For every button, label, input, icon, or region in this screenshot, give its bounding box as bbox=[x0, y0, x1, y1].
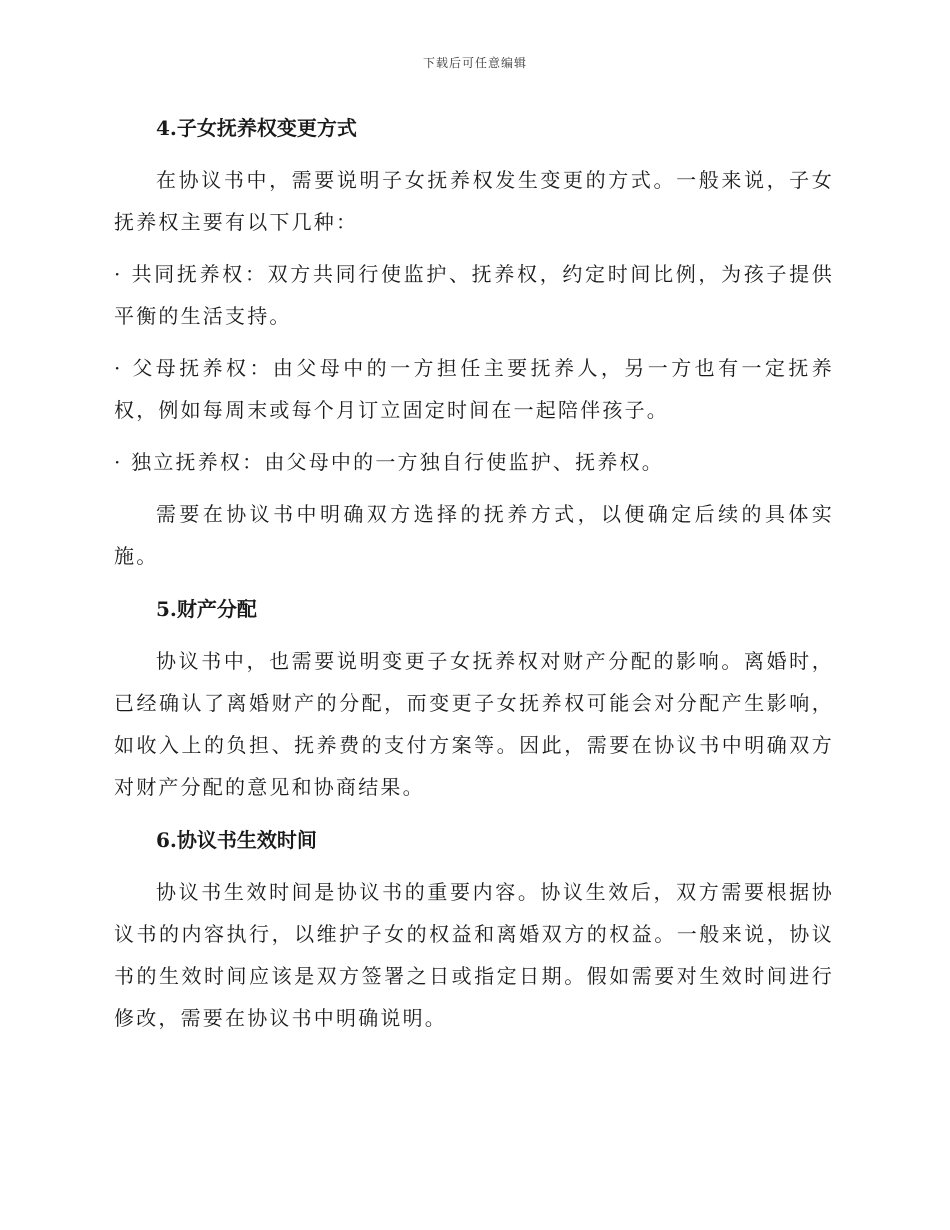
effective-date-paragraph: 协议书生效时间是协议书的重要内容。协议生效后，双方需要根据协议书的内容执行，以维护子女的权益和离婚双方的权益。一般来说，协议书的生效时间应该是双方签署之日或指定日期。假如需要对生效时间进行修改，需要在协议书中明确说明。 bbox=[114, 880, 834, 1030]
section-intro-paragraph: 在协议书中，需要说明子女抚养权发生变更的方式。一般来说，子女抚养权主要有以下几种： bbox=[114, 168, 834, 234]
bullet-joint-custody: · 共同抚养权：双方共同行使监护、抚养权，约定时间比例，为孩子提供平衡的生活支持。 bbox=[114, 262, 834, 328]
page-header: 下载后可任意编辑 bbox=[422, 56, 527, 70]
section-heading-effective-date: 6.协议书生效时间 bbox=[156, 828, 317, 852]
bullet-sole-custody: · 独立抚养权：由父母中的一方独自行使监护、抚养权。 bbox=[114, 450, 664, 474]
section-heading-custody-change: 4.子女抚养权变更方式 bbox=[156, 116, 357, 140]
document-body bbox=[114, 106, 834, 1049]
bullet-parental-custody: · 父母抚养权：由父母中的一方担任主要抚养人，另一方也有一定抚养权，例如每周末或每个月订立固定时间在一起陪伴孩子。 bbox=[114, 356, 834, 422]
property-paragraph: 协议书中，也需要说明变更子女抚养权对财产分配的影响。离婚时，已经确认了离婚财产的分配，而变更子女抚养权可能会对分配产生影响，如收入上的负担、抚养费的支付方案等。因此，需要在协议书中明确双方对财产分配的意见和协商结果。 bbox=[114, 649, 834, 799]
section-conclusion-paragraph: 需要在协议书中明确双方选择的抚养方式，以便确定后续的具体实施。 bbox=[114, 502, 834, 568]
section-heading-property: 5.财产分配 bbox=[156, 597, 257, 621]
